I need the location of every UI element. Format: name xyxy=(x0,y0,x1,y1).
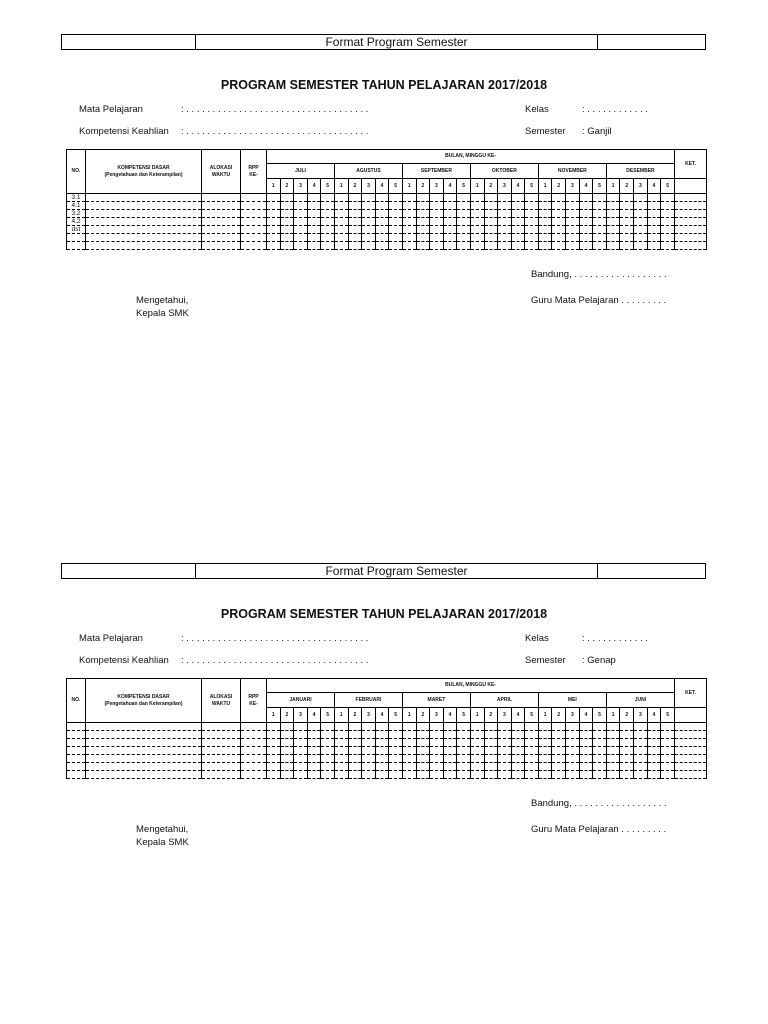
week-number: 2 xyxy=(280,179,294,194)
month-header: OKTOBER xyxy=(470,164,538,179)
document-title: PROGRAM SEMESTER TAHUN PELAJARAN 2017/2018 xyxy=(220,607,548,621)
semester-label: Semester xyxy=(525,655,566,666)
week-number: 4 xyxy=(647,179,661,194)
semester-label: Semester xyxy=(525,126,566,137)
row-number: 4.1 xyxy=(67,202,86,210)
kelas-label: Kelas xyxy=(525,633,549,644)
week-number: 1 xyxy=(334,708,348,723)
week-number: 1 xyxy=(402,179,416,194)
week-number: 2 xyxy=(348,708,362,723)
kd-subtitle: (Pengetahuan dan Keterampilan) xyxy=(104,171,183,178)
week-number: 1 xyxy=(402,708,416,723)
table-row xyxy=(67,763,707,771)
month-header: SEPTEMBER xyxy=(402,164,470,179)
week-number: 1 xyxy=(470,708,484,723)
week-number: 3 xyxy=(634,179,648,194)
week-number: 4 xyxy=(375,708,389,723)
week-number: 1 xyxy=(606,708,620,723)
table-row xyxy=(67,194,707,202)
week-number: 5 xyxy=(457,179,471,194)
week-number: 5 xyxy=(457,708,471,723)
week-number: 1 xyxy=(334,179,348,194)
week-number: 2 xyxy=(416,708,430,723)
row-number: dst xyxy=(67,226,86,234)
week-number: 3 xyxy=(294,708,308,723)
week-number: 4 xyxy=(579,708,593,723)
row-number: 4.2 xyxy=(67,218,86,226)
week-number: 5 xyxy=(661,708,675,723)
week-number: 3 xyxy=(362,179,376,194)
week-number: 1 xyxy=(606,179,620,194)
table-row xyxy=(67,226,707,234)
bulan-minggu-header: BULAN, MINGGU KE- xyxy=(267,150,675,164)
mata-pelajaran-label: Mata Pelajaran xyxy=(79,104,143,115)
rpp-ke-label: KE- xyxy=(249,171,258,178)
waktu-label: WAKTU xyxy=(211,171,231,178)
week-number: 2 xyxy=(620,708,634,723)
week-number: 2 xyxy=(280,708,294,723)
kepala-smk-label: Kepala SMK xyxy=(136,308,189,319)
table-row xyxy=(67,210,707,218)
kd-title: KOMPETENSI DASAR xyxy=(117,164,170,171)
table-row xyxy=(67,218,707,226)
table-row xyxy=(67,755,707,763)
week-number: 3 xyxy=(430,708,444,723)
row-number: 3.2 xyxy=(67,210,86,218)
month-header: JANUARI xyxy=(267,693,335,708)
week-number: 4 xyxy=(443,179,457,194)
kd-title: KOMPETENSI DASAR xyxy=(117,693,170,700)
week-number: 1 xyxy=(470,179,484,194)
month-header: AGUSTUS xyxy=(334,164,402,179)
week-number: 3 xyxy=(634,708,648,723)
week-number: 2 xyxy=(416,179,430,194)
kompetensi-keahlian-value: : . . . . . . . . . . . . . . . . . . . . . . . . . . . . . . . . . . . xyxy=(181,655,369,666)
month-header: MEI xyxy=(538,693,606,708)
week-number: 2 xyxy=(552,179,566,194)
table-row xyxy=(67,739,707,747)
program-semester-table xyxy=(66,149,707,250)
mengetahui-label: Mengetahui, xyxy=(136,824,189,835)
mata-pelajaran-label: Mata Pelajaran xyxy=(79,633,143,644)
row-number xyxy=(67,723,86,731)
week-number: 3 xyxy=(498,179,512,194)
row-number xyxy=(67,739,86,747)
kompetensi-keahlian-value: : . . . . . . . . . . . . . . . . . . . . . . . . . . . . . . . . . . . xyxy=(181,126,369,137)
row-number xyxy=(67,234,86,242)
week-number: 3 xyxy=(566,708,580,723)
week-number: 5 xyxy=(321,708,335,723)
week-number: 4 xyxy=(579,179,593,194)
place-date: Bandung, . . . . . . . . . . . . . . . . . . xyxy=(531,269,667,280)
week-number: 3 xyxy=(430,179,444,194)
program-semester-table xyxy=(66,678,707,779)
month-header: JULI xyxy=(267,164,335,179)
bulan-minggu-header: BULAN, MINGGU KE- xyxy=(267,679,675,693)
week-number: 3 xyxy=(294,179,308,194)
row-number xyxy=(67,755,86,763)
kelas-label: Kelas xyxy=(525,104,549,115)
rpp-label: RPP xyxy=(248,164,259,171)
waktu-label: WAKTU xyxy=(211,700,231,707)
ket-cell xyxy=(675,708,707,723)
week-number: 1 xyxy=(267,179,281,194)
col-rpp-header xyxy=(241,150,267,194)
col-ket-header: KET. xyxy=(675,679,707,708)
month-header: MARET xyxy=(402,693,470,708)
week-number: 5 xyxy=(321,179,335,194)
week-number: 1 xyxy=(267,708,281,723)
table-row xyxy=(67,234,707,242)
week-number: 4 xyxy=(375,179,389,194)
place-date: Bandung, . . . . . . . . . . . . . . . . . . xyxy=(531,798,667,809)
row-number xyxy=(67,747,86,755)
col-alokasi-header xyxy=(202,679,241,723)
table-row xyxy=(67,202,707,210)
week-number: 5 xyxy=(593,708,607,723)
week-number: 2 xyxy=(484,708,498,723)
ket-cell xyxy=(675,179,707,194)
col-kd-header xyxy=(86,150,202,194)
week-number: 4 xyxy=(511,708,525,723)
format-header-label: Format Program Semester xyxy=(325,564,468,578)
table-row xyxy=(67,731,707,739)
col-alokasi-header xyxy=(202,150,241,194)
week-number: 4 xyxy=(307,708,321,723)
format-header-label: Format Program Semester xyxy=(325,35,468,49)
col-no-header: NO. xyxy=(67,150,86,194)
guru-mata-pelajaran-label: Guru Mata Pelajaran . . . . . . . . . xyxy=(531,295,667,306)
mata-pelajaran-value: : . . . . . . . . . . . . . . . . . . . . . . . . . . . . . . . . . . . xyxy=(181,633,369,644)
week-number: 4 xyxy=(443,708,457,723)
week-number: 5 xyxy=(389,179,403,194)
rpp-ke-label: KE- xyxy=(249,700,258,707)
format-header-box xyxy=(61,34,706,50)
week-number: 5 xyxy=(593,179,607,194)
guru-mata-pelajaran-label: Guru Mata Pelajaran . . . . . . . . . xyxy=(531,824,667,835)
table-row xyxy=(67,723,707,731)
kompetensi-keahlian-label: Kompetensi Keahlian xyxy=(79,655,169,666)
document-title: PROGRAM SEMESTER TAHUN PELAJARAN 2017/2018 xyxy=(220,78,548,92)
week-number: 5 xyxy=(525,179,539,194)
row-number: 3.1 xyxy=(67,194,86,202)
col-rpp-header xyxy=(241,679,267,723)
col-no-header: NO. xyxy=(67,679,86,723)
week-number: 3 xyxy=(498,708,512,723)
week-number: 1 xyxy=(538,708,552,723)
kd-subtitle: (Pengetahuan dan Keterampilan) xyxy=(104,700,183,707)
month-header: DESEMBER xyxy=(606,164,674,179)
week-number: 2 xyxy=(348,179,362,194)
col-kd-header xyxy=(86,679,202,723)
week-number: 2 xyxy=(552,708,566,723)
kompetensi-keahlian-label: Kompetensi Keahlian xyxy=(79,126,169,137)
mata-pelajaran-value: : . . . . . . . . . . . . . . . . . . . . . . . . . . . . . . . . . . . xyxy=(181,104,369,115)
kelas-value: : . . . . . . . . . . . . xyxy=(582,104,648,115)
row-number xyxy=(67,242,86,250)
kelas-value: : . . . . . . . . . . . . xyxy=(582,633,648,644)
week-number: 5 xyxy=(525,708,539,723)
week-number: 2 xyxy=(620,179,634,194)
week-number: 3 xyxy=(566,179,580,194)
month-header: NOVEMBER xyxy=(538,164,606,179)
alokasi-label: ALOKASI xyxy=(209,693,233,700)
week-number: 1 xyxy=(538,179,552,194)
rpp-label: RPP xyxy=(248,693,259,700)
col-ket-header: KET. xyxy=(675,150,707,179)
week-number: 4 xyxy=(307,179,321,194)
week-number: 3 xyxy=(362,708,376,723)
table-row xyxy=(67,242,707,250)
table-row xyxy=(67,771,707,779)
row-number xyxy=(67,763,86,771)
week-number: 5 xyxy=(661,179,675,194)
row-number xyxy=(67,731,86,739)
week-number: 4 xyxy=(647,708,661,723)
week-number: 2 xyxy=(484,179,498,194)
month-header: APRIL xyxy=(470,693,538,708)
week-number: 4 xyxy=(511,179,525,194)
kepala-smk-label: Kepala SMK xyxy=(136,837,189,848)
month-header: FEBRUARI xyxy=(334,693,402,708)
mengetahui-label: Mengetahui, xyxy=(136,295,189,306)
semester-value: : Genap xyxy=(582,655,616,666)
row-number xyxy=(67,771,86,779)
table-row xyxy=(67,747,707,755)
week-number: 5 xyxy=(389,708,403,723)
semester-value: : Ganjil xyxy=(582,126,612,137)
format-header-box xyxy=(61,563,706,579)
month-header: JUNI xyxy=(606,693,674,708)
alokasi-label: ALOKASI xyxy=(209,164,233,171)
